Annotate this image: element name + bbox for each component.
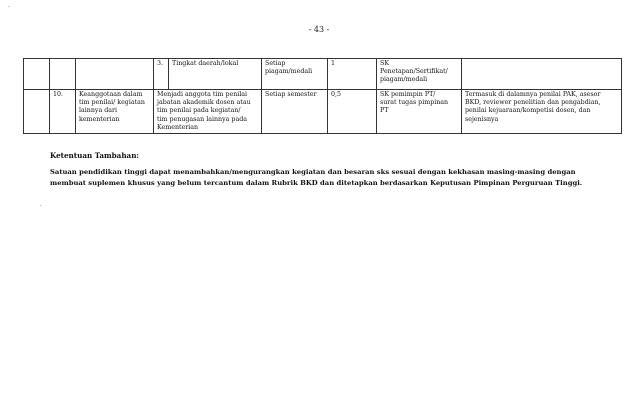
notes-title: Ketentuan Tambahan: (50, 151, 140, 160)
blank-cell (24, 59, 50, 90)
notes-line: membuat suplemen khusus yang belum tercantum dalam Rubrik BKD dan ditetapkan berdasarkan Keputusan Pimpinan Perguruan Tinggi. (50, 179, 583, 187)
remarks-cell-line: Termasuk di dalamnya penilai PAK, asesor (465, 91, 601, 98)
notes-line: Satuan pendidikan tinggi dapat menambahkan/mengurangkan kegiatan dan besaran sks sesuai dengan kekhasan masing-masing dengan (50, 168, 576, 176)
sks-cell: 1 (328, 59, 377, 90)
evidence-cell-line: piagam/medali (380, 76, 428, 84)
period-cell-line: Setiap (265, 60, 286, 67)
activity-cell (76, 90, 154, 134)
activity-cell-line: kementerian (79, 115, 120, 123)
activity-cell (76, 59, 154, 90)
evidence-cell-line: SK pemimpin PT/ (380, 91, 436, 98)
remarks-cell-line: penilai kejuaraan/kompetisi dosen, dan (465, 107, 591, 115)
sub-number-cell: 3. (154, 59, 169, 90)
activity-cell-line: tim penilai/ kegiatan (79, 99, 145, 107)
sub-activity-cell-line: jabatan akademik dosen atau (157, 99, 251, 107)
sub-activity-cell-line: tim penilai pada kegiatan/ (157, 107, 241, 115)
remarks-cell (462, 90, 622, 134)
page-number: - 43 - (308, 25, 330, 34)
remarks-cell (462, 59, 622, 90)
period-cell (262, 59, 328, 90)
evidence-cell-line: PT (380, 107, 389, 115)
row-number-cell: 10. (50, 90, 76, 134)
sub-activity-cell-line: Kementerian (157, 123, 199, 131)
period-cell (262, 90, 328, 134)
activity-cell-line: Keanggotaan dalam (79, 91, 143, 98)
evidence-cell-line: Penetapan/Sertifikat/ (380, 68, 448, 76)
sub-activity-cell-line: Tingkat daerah/lokal (172, 60, 239, 67)
scan-speck: · (40, 203, 42, 210)
table-row (24, 90, 622, 134)
remarks-cell-line: BKD, reviewer penelitian dan pengabdian, (465, 99, 601, 107)
remarks-cell-line: sejenisnya (465, 115, 499, 123)
evidence-cell (377, 90, 462, 134)
evidence-cell (377, 59, 462, 90)
evidence-cell-line: surat tugas pimpinan (380, 99, 449, 107)
period-cell-line: piagam/medali (265, 68, 313, 76)
activity-cell-line: lainnya dari (79, 107, 118, 115)
sub-activity-cell (154, 90, 262, 134)
blank-cell (50, 59, 76, 90)
rubric-table (23, 58, 622, 134)
sub-activity-cell-line: tim penugasan lainnya pada (157, 115, 247, 123)
sub-activity-cell-line: Menjadi anggota tim penilai (157, 91, 248, 98)
table-row (24, 59, 622, 90)
sks-cell: 0,5 (328, 90, 377, 134)
additional-provisions (50, 151, 610, 189)
blank-cell (24, 90, 50, 134)
period-cell-line: Setiap semester (265, 91, 317, 98)
evidence-cell-line: SK (380, 60, 390, 67)
sub-activity-cell (169, 59, 262, 90)
scan-speck: · (8, 4, 10, 11)
notes-text (50, 167, 610, 189)
